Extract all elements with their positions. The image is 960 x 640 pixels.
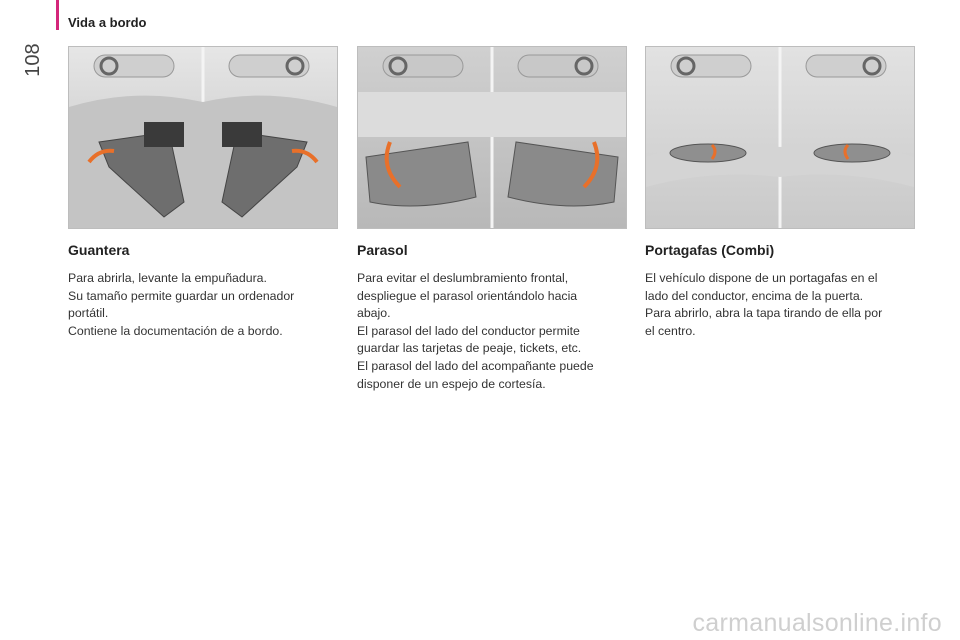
text-line: el centro. bbox=[645, 323, 696, 338]
text-line: guardar las tarjetas de peaje, tickets, etc. bbox=[357, 341, 582, 356]
text-line: abajo. bbox=[357, 306, 391, 321]
text-line: Contiene la documentación de a bordo. bbox=[68, 323, 283, 338]
section-guantera bbox=[68, 46, 338, 340]
text-line: lado del conductor, encima de la puerta. bbox=[645, 288, 864, 303]
section-title: Portagafas (Combi) bbox=[645, 242, 775, 258]
sunvisor-drawing bbox=[358, 47, 626, 228]
section-body bbox=[357, 270, 627, 393]
text-line: Para abrirla, levante la empuñadura. bbox=[68, 271, 267, 285]
section-title: Guantera bbox=[68, 242, 130, 258]
section-title: Parasol bbox=[357, 242, 408, 258]
sunvisor-illustration bbox=[357, 46, 627, 229]
text-line: El parasol del lado del conductor permite bbox=[357, 323, 580, 338]
text-line: El parasol del lado del acompañante puede bbox=[357, 358, 594, 373]
text-line: Para abrirlo, abra la tapa tirando de ella por bbox=[645, 306, 883, 321]
section-body bbox=[68, 270, 338, 340]
text-line: despliegue el parasol orientándolo hacia bbox=[357, 288, 578, 303]
glovebox-drawing bbox=[69, 47, 337, 228]
glasses-holder-illustration bbox=[645, 46, 915, 229]
accent-bar bbox=[56, 0, 59, 30]
text-line: El vehículo dispone de un portagafas en el bbox=[645, 271, 878, 285]
text-line: Su tamaño permite guardar un ordenador bbox=[68, 288, 295, 303]
glovebox-illustration bbox=[68, 46, 338, 229]
text-line: disponer de un espejo de cortesía. bbox=[357, 376, 546, 391]
chapter-title: Vida a bordo bbox=[68, 15, 147, 30]
glasses-holder-drawing bbox=[646, 47, 914, 228]
text-line: portátil. bbox=[68, 306, 109, 321]
text-line: Para evitar el deslumbramiento frontal, bbox=[357, 271, 569, 285]
section-body bbox=[645, 270, 915, 340]
section-portagafas bbox=[645, 46, 915, 340]
watermark: carmanualsonline.info bbox=[692, 609, 942, 637]
section-parasol bbox=[357, 46, 627, 393]
page-number: 108 bbox=[21, 43, 44, 77]
